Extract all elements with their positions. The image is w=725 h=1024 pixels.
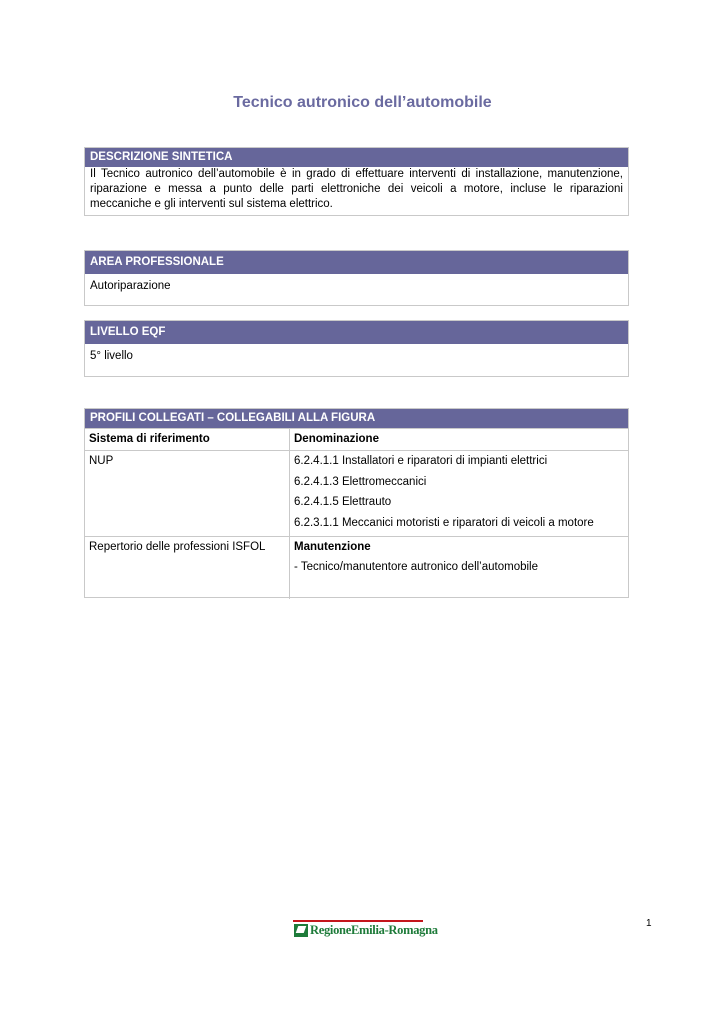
list-item: 6.2.3.1.1 Meccanici motoristi e riparatori di veicoli a motore: [294, 516, 594, 529]
list-item: 6.2.4.1.1 Installatori e riparatori di impianti elettrici: [294, 455, 548, 467]
page-number: 1: [646, 918, 652, 929]
livello-value: 5° livello: [90, 350, 133, 362]
descrizione-section: [84, 147, 629, 216]
logo-text: RegioneEmilia-Romagna: [310, 923, 438, 937]
livello-header: LIVELLO EQF: [85, 321, 628, 344]
logo-flag-icon: [294, 924, 308, 937]
descrizione-header: DESCRIZIONE SINTETICA: [85, 148, 628, 167]
table-row: [85, 537, 628, 599]
descrizione-text: Il Tecnico autronico dell’automobile è in grado di effettuare interventi di installazione, manutenzione, riparazione e messa a punto delle parti elettroniche dei veicoli a motore, incluse le riparazioni meccaniche e gli interventi sul sistema elettrico.: [90, 168, 623, 210]
list-heading: Manutenzione: [294, 541, 371, 553]
table-row: [85, 451, 628, 537]
col-header-denominazione: Denominazione: [290, 429, 629, 451]
livello-section: [84, 320, 629, 377]
profili-header: PROFILI COLLEGATI – COLLEGABILI ALLA FIGURA: [85, 409, 628, 428]
area-section: [84, 250, 629, 306]
denominazione-cell: [290, 451, 629, 537]
regione-logo: [293, 920, 438, 940]
area-header: AREA PROFESSIONALE: [85, 251, 628, 274]
profili-section: [84, 408, 629, 598]
denominazione-cell: [290, 537, 629, 599]
profili-table: [85, 428, 628, 599]
list-item: - Tecnico/manutentore autronico dell’automobile: [294, 561, 538, 573]
table-header-row: [85, 429, 628, 451]
area-value: Autoriparazione: [90, 280, 171, 292]
sistema-cell: NUP: [85, 451, 290, 537]
col-header-sistema: Sistema di riferimento: [85, 429, 290, 451]
list-item: 6.2.4.1.5 Elettrauto: [294, 496, 392, 508]
list-item: 6.2.4.1.3 Elettromeccanici: [294, 475, 427, 488]
logo-red-bar: [293, 920, 423, 922]
document-title: Tecnico autronico dell’automobile: [233, 94, 492, 111]
sistema-cell: Repertorio delle professioni ISFOL: [85, 537, 290, 599]
